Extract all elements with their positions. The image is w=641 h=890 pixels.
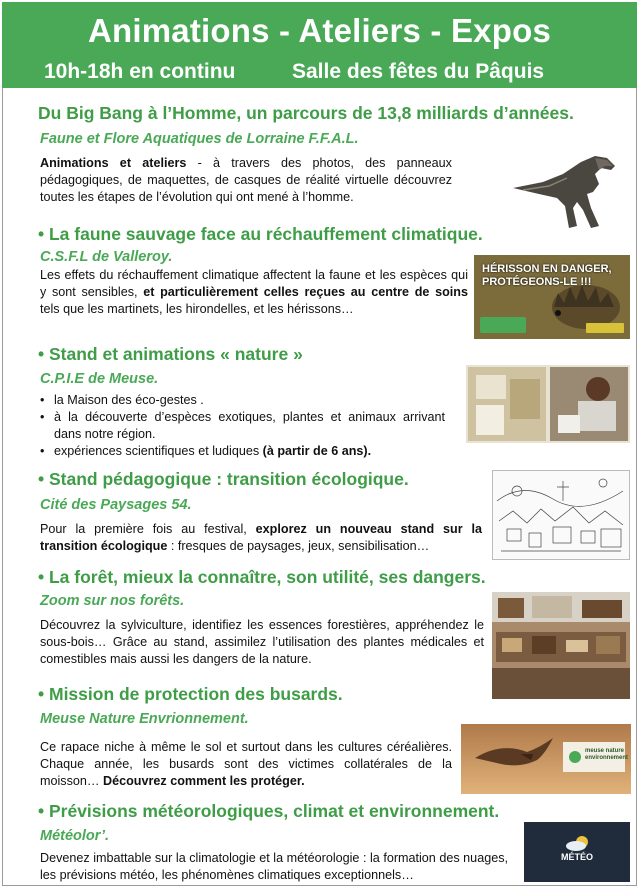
section-org-meteolor: Météolor’. [40,828,110,844]
harrier-image [461,724,631,794]
section-body-busards [40,739,452,790]
section-org-mne: Meuse Nature Envrionnement. [40,711,249,727]
section-body-transition [40,521,482,555]
section-org-cite-paysages: Cité des Paysages 54. [40,497,192,513]
list-item: • expériences scientifiques et ludiques (à partir de 6 ans). [40,443,445,460]
section-org-cpie: C.P.I.E de Meuse. [40,371,159,387]
section-heading-faune: • La faune sauvage face au réchauffement climatique. [38,224,483,244]
meteo-logo-text: MÉTÉO [560,852,593,862]
body-text: : fresques de paysages, jeux, sensibilisation… [167,539,430,553]
body-bold: Animations et ateliers [40,156,187,170]
header-banner [2,2,637,88]
poster-title: Animations - Ateliers - Expos [88,12,551,49]
section-heading-big-bang: Du Big Bang à l’Homme, un parcours de 13,8 milliards d’années. [38,103,574,123]
dinosaur-image [503,148,621,232]
section-org-ffal: Faune et Flore Aquatiques de Lorraine F.F.A.L. [40,131,359,147]
section-list-cpie [40,392,445,460]
section-body-faune [40,267,468,318]
venue: Salle des fêtes du Pâquis [292,60,545,83]
mne-logo-text: meuse nature environnement [585,748,629,761]
body-bold: Découvrez comment les protéger. [103,774,305,788]
body-text: Les effets du réchauffement climatique affectent la faune et les espèces qui y sont sensibles, [40,268,468,299]
meteolor-logo-image [524,822,630,882]
forest-stand-image [492,592,630,699]
body-bold: et particulièrement celles reçues au centre de soins [143,285,468,299]
section-org-zoom-forets: Zoom sur nos forêts. [40,593,185,609]
section-heading-transition: • Stand pédagogique : transition écologique. [38,469,409,489]
body-text: tels que les martinets, les hirondelles, et les hérissons… [40,302,354,316]
cpie-photos-image [466,365,630,443]
section-heading-meteo: • Prévisions météorologiques, climat et environnement. [38,801,500,821]
hedgehog-caption: HÉRISSON EN DANGER, PROTÉGEONS-LE !!! [482,263,612,288]
list-item: • à la découverte d’espèces exotiques, plantes et animaux arrivant dans notre région. [40,409,445,443]
section-body-meteo: Devenez imbattable sur la climatologie et la météorologie : la formation des nuages, les prévisions météo, les phénomènes climatiques exceptionnels… [40,851,508,882]
section-heading-stand-nature: • Stand et animations « nature » [38,344,303,364]
landscape-fresco-image [492,470,630,560]
body-text: - à travers des photos, des panneaux pédagogiques, de maquettes, de casques de réalité virtuelle découvrez toutes les étapes de l’évolution qui ont mené à l’homme. [40,156,452,204]
section-heading-foret: • La forêt, mieux la connaître, son utilité, ses dangers. [38,567,486,587]
section-body-big-bang [40,155,452,206]
section-heading-busards: • Mission de protection des busards. [38,684,343,704]
section-org-csfl: C.S.F.L de Valleroy. [40,249,173,265]
body-text: Pour la première fois au festival, [40,522,256,536]
list-item: • la Maison des éco-gestes . [40,392,445,409]
section-body-foret: Découvrez la sylviculture, identifiez les essences forestières, appréhendez le sous-bois… Grâce au stand, assimilez l’utilisation des plantes médicales et comestibles mais aussi les dangers de la nature. [40,618,484,666]
hedgehog-poster-image [474,255,630,339]
opening-hours: 10h-18h en continu [44,60,236,83]
body-text: Ce rapace niche à même le sol et surtout dans les cultures céréalières. Chaque année, les busards sont des victimes collatérales de la moisson… [40,740,452,788]
body-bold: explorez un nouveau stand sur la transition écologique [40,522,483,553]
